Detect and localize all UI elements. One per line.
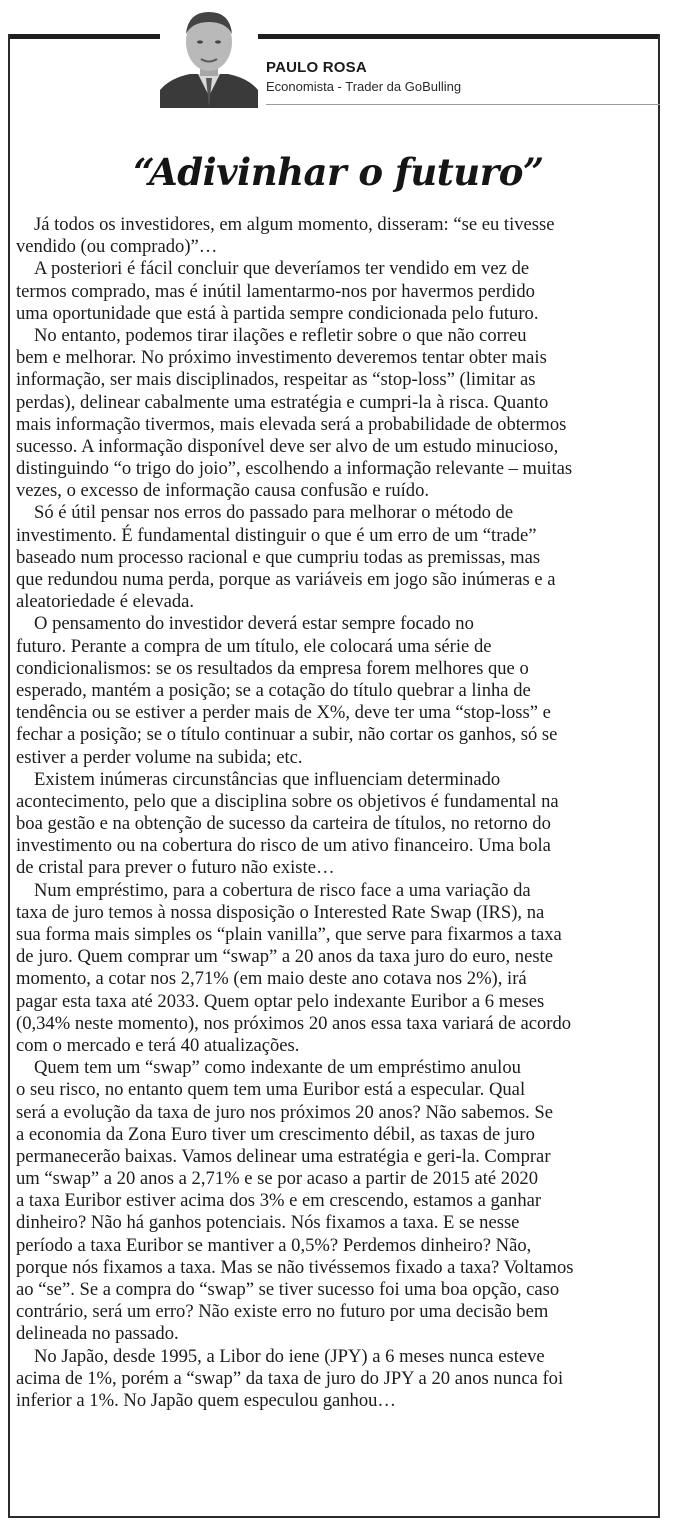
body-line: delineada no passado. [16,1323,179,1345]
body-line: investimento. É fundamental distinguir o que é um erro de um “trade” [16,524,537,546]
author-portrait-icon [160,4,258,108]
body-line: futuro. Perante a compra de um título, ele colocará uma série de [16,635,492,657]
body-line: acima de 1%, porém a “swap” da taxa de juro do JPY a 20 anos nunca foi [16,1367,564,1389]
body-line: de juro. Quem comprar um “swap” a 20 anos da taxa juro do euro, neste [16,946,553,968]
body-line: Num empréstimo, para a cobertura de risco face a uma variação da [34,879,531,901]
body-line: perdas), delinear cabalmente uma estratégia e cumpri-la à risca. Quanto [16,391,549,413]
body-line: mais informação tivermos, mais elevada será a probabilidade de obtermos [16,413,567,435]
body-line: baseado num processo racional e que cumpriu todas as premissas, mas [16,546,541,568]
body-line: porque nós fixamos a taxa. Mas se não tivéssemos fixado a taxa? Voltamos [16,1256,574,1278]
body-line: O pensamento do investidor deverá estar sempre focado no [34,613,474,635]
body-line: taxa de juro temos à nossa disposição o Interested Rate Swap (IRS), na [16,901,545,923]
byline [266,58,461,96]
body-line: de cristal para prever o futuro não existe… [16,857,335,879]
body-line: esperado, mantém a posição; se a cotação do título quebrar a linha de [16,679,531,701]
body-line: o seu risco, no entanto quem tem uma Euribor está a especular. Qual [16,1079,526,1101]
body-line: condicionalismos: se os resultados da empresa forem melhores que o [16,657,529,679]
body-line: uma oportunidade que está à partida sempre condicionada pelo futuro. [16,302,539,324]
body-line: bem e melhorar. No próximo investimento deveremos tentar obter mais [16,347,547,369]
body-line: vezes, o excesso de informação causa confusão e ruído. [16,480,430,502]
article-body [16,214,656,1412]
body-line: sua forma mais simples os “plain vanilla”, que serve para fixarmos a taxa [16,924,562,945]
body-line: Só é útil pensar nos erros do passado para melhorar o método de [34,502,514,524]
body-line: A posteriori é fácil concluir que deveríamos ter vendido em vez de [34,258,530,280]
body-line: vendido (ou comprado)”… [16,236,218,258]
body-line: fechar a posição; se o título continuar a subir, não cortar os ganhos, só se [16,724,558,746]
body-line: boa gestão e na obtenção de sucesso da carteira de títulos, no retorno do [16,813,551,835]
body-line: distinguindo “o trigo do joio”, escolhendo a informação relevante – muitas [16,458,573,480]
body-line: momento, a cotar nos 2,71% (em maio deste ano cotava nos 2%), irá [16,968,527,990]
body-line: investimento ou na cobertura do risco de um ativo financeiro. Uma bola [16,835,551,857]
body-line: (0,34% neste momento), nos próximos 20 anos essa taxa variará de acordo [16,1012,572,1034]
body-line: inferior a 1%. No Japão quem especulou ganhou… [16,1389,397,1411]
body-line: Já todos os investidores, em algum momento, disseram: “se eu tivesse [34,214,555,235]
body-line: será a evolução da taxa de juro nos próximos 20 anos? Não sabemos. Se [16,1101,554,1123]
body-line: dinheiro? Não há ganhos potenciais. Nós fixamos a taxa. E se nesse [16,1212,520,1234]
body-line: No entanto, podemos tirar ilações e refletir sobre o que não correu [34,324,527,346]
body-line: a taxa Euribor estiver acima dos 3% e em crescendo, estamos a ganhar [16,1190,542,1212]
body-line: com o mercado e terá 40 atualizações. [16,1034,300,1056]
body-line: a economia da Zona Euro tiver um crescimento débil, as taxas de juro [16,1123,535,1145]
body-line: tendência ou se estiver a perder mais de X%, deve ter uma “stop-loss” e [16,702,551,724]
author-name: PAULO ROSA [266,59,367,76]
body-line: que redundou numa perda, porque as variáveis em jogo são inúmeras e a [16,569,556,590]
body-line: permanecerão baixas. Vamos delinear uma estratégia e geri-la. Comprar [16,1145,551,1167]
body-line: Quem tem um “swap” como indexante de um empréstimo anulou [34,1057,521,1079]
body-line: Existem inúmeras circunstâncias que influenciam determinado [34,768,501,790]
body-line: um “swap” a 20 anos a 2,71% e se por acaso a partir de 2015 até 2020 [16,1168,538,1190]
body-line: ao “se”. Se a compra do “swap” se tiver sucesso foi uma boa opção, caso [16,1279,560,1300]
body-line: acontecimento, pelo que a disciplina sobre os objetivos é fundamental na [16,790,559,812]
author-role: Economista - Trader da GoBulling [266,79,462,94]
body-line: termos comprado, mas é inútil lamentarmo-nos por havermos perdido [16,280,535,302]
body-line: pagar esta taxa até 2033. Quem optar pelo indexante Euribor a 6 meses [16,990,545,1012]
body-line: período a taxa Euribor se mantiver a 0,5%? Perdemos dinheiro? Não, [16,1234,532,1256]
author-photo [160,4,258,108]
body-line: aleatoriedade é elevada. [16,591,195,613]
body-line: No Japão, desde 1995, a Libor do iene (JPY) a 6 meses nunca esteve [34,1345,545,1367]
body-line: sucesso. A informação disponível deve ser alvo de um estudo minucioso, [16,435,559,457]
body-line: informação, ser mais disciplinados, respeitar as “stop-loss” (limitar as [16,369,536,391]
byline-divider [266,104,660,105]
body-line: estiver a perder volume na subida; etc. [16,746,303,768]
body-line: contrário, será um erro? Não existe erro no futuro por uma decisão bem [16,1301,549,1323]
article-headline: “Adivinhar o futuro” [133,150,544,194]
